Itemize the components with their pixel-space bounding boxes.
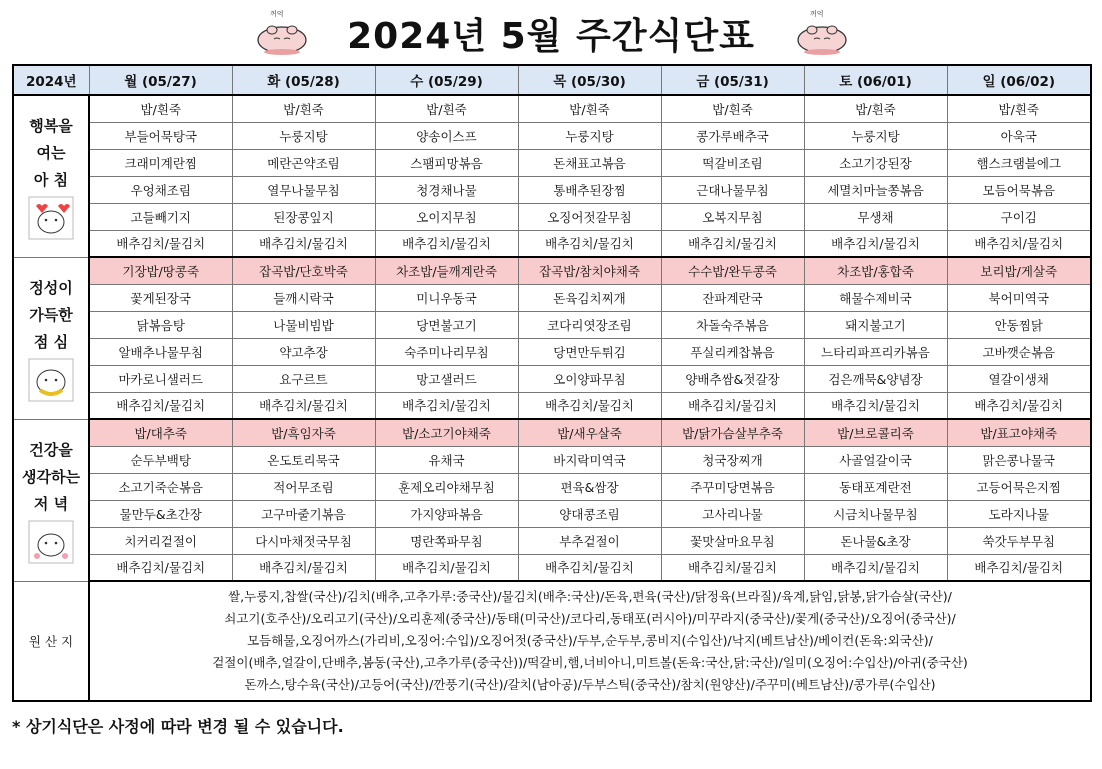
menu-row	[13, 257, 1091, 284]
menu-cell: 적어무조림	[232, 473, 375, 500]
menu-cell: 코다리엿장조림	[518, 311, 661, 338]
menu-cell: 주꾸미당면볶음	[661, 473, 804, 500]
menu-row	[13, 419, 1091, 446]
menu-cell: 밥/표고야채죽	[947, 419, 1091, 446]
meal-label-line: 아 침	[33, 170, 69, 189]
menu-cell: 배추김치/물김치	[661, 392, 804, 419]
menu-cell: 밥/소고기야채죽	[375, 419, 518, 446]
menu-row	[13, 230, 1091, 257]
menu-cell: 오징어젓갈무침	[518, 203, 661, 230]
day-header: 수 (05/29)	[375, 65, 518, 95]
menu-cell: 들깨시락국	[232, 284, 375, 311]
menu-cell: 부들어묵탕국	[89, 122, 232, 149]
menu-cell: 해물수제비국	[804, 284, 947, 311]
menu-cell: 고사리나물	[661, 500, 804, 527]
menu-cell: 기장밥/땅콩죽	[89, 257, 232, 284]
menu-cell: 동태포계란전	[804, 473, 947, 500]
menu-cell: 도라지나물	[947, 500, 1091, 527]
menu-cell: 배추김치/물김치	[947, 554, 1091, 581]
menu-cell: 훈제오리야채무침	[375, 473, 518, 500]
menu-cell: 다시마채젓국무침	[232, 527, 375, 554]
menu-cell: 밥/흰죽	[375, 95, 518, 122]
menu-cell: 청경채나물	[375, 176, 518, 203]
day-header: 목 (05/30)	[518, 65, 661, 95]
menu-cell: 나물비빔밥	[232, 311, 375, 338]
menu-cell: 콩가루배추국	[661, 122, 804, 149]
menu-cell: 배추김치/물김치	[804, 392, 947, 419]
mascot-text: 꺼억	[810, 10, 824, 18]
menu-cell: 맑은콩나물국	[947, 446, 1091, 473]
menu-cell: 북어미역국	[947, 284, 1091, 311]
menu-cell: 밥/대추죽	[89, 419, 232, 446]
menu-cell: 잔파계란국	[661, 284, 804, 311]
menu-cell: 열갈이생채	[947, 365, 1091, 392]
menu-cell: 당면만두튀김	[518, 338, 661, 365]
day-header: 일 (06/02)	[947, 65, 1091, 95]
menu-cell: 밥/흰죽	[947, 95, 1091, 122]
menu-cell: 양배추쌈&젓갈장	[661, 365, 804, 392]
menu-cell: 물만두&초간장	[89, 500, 232, 527]
meal-label-line: 가득한	[29, 305, 73, 324]
menu-cell: 사골얼갈이국	[804, 446, 947, 473]
menu-cell: 배추김치/물김치	[89, 392, 232, 419]
hamster-mascot-icon	[790, 6, 854, 58]
day-header: 금 (05/31)	[661, 65, 804, 95]
menu-cell: 배추김치/물김치	[232, 554, 375, 581]
menu-cell: 유채국	[375, 446, 518, 473]
footnote: * 상기식단은 사정에 따라 변경 될 수 있습니다.	[12, 717, 344, 736]
menu-cell: 통배추된장찜	[518, 176, 661, 203]
menu-cell: 배추김치/물김치	[804, 230, 947, 257]
menu-cell: 누룽지탕	[518, 122, 661, 149]
menu-cell: 배추김치/물김치	[89, 554, 232, 581]
menu-cell: 양대콩조림	[518, 500, 661, 527]
meal-label	[13, 419, 89, 581]
menu-cell: 온도토리묵국	[232, 446, 375, 473]
meal-label-line: 여는	[36, 143, 66, 162]
menu-cell: 시금치나물무침	[804, 500, 947, 527]
day-header: 월 (05/27)	[89, 65, 232, 95]
menu-cell: 크래미계란찜	[89, 149, 232, 176]
menu-cell: 스팸피망볶음	[375, 149, 518, 176]
meal-label-line: 정성이	[29, 278, 73, 297]
menu-row	[13, 446, 1091, 473]
menu-cell: 세멸치마늘쫑볶음	[804, 176, 947, 203]
origin-line: 모듬해물,오징어까스(가리비,오징어:수입)/오징어젓(중국산)/두부,순두부,콩비지(수입산)/낙지(베트남산)/베이컨(돈육:외국산)/	[247, 633, 933, 648]
mascot-text: 꺼억	[270, 10, 284, 18]
menu-cell: 고바깻순볶음	[947, 338, 1091, 365]
menu-cell: 가지양파볶음	[375, 500, 518, 527]
menu-cell: 청국장찌개	[661, 446, 804, 473]
menu-cell: 바지락미역국	[518, 446, 661, 473]
menu-cell: 명란쪽파무침	[375, 527, 518, 554]
menu-cell: 배추김치/물김치	[89, 230, 232, 257]
menu-cell: 소고기강된장	[804, 149, 947, 176]
menu-cell: 밥/닭가슴살부추죽	[661, 419, 804, 446]
menu-row	[13, 149, 1091, 176]
menu-cell: 햄스크램블에그	[947, 149, 1091, 176]
menu-cell: 돼지불고기	[804, 311, 947, 338]
menu-cell: 보리밥/게살죽	[947, 257, 1091, 284]
menu-cell: 돈채표고볶음	[518, 149, 661, 176]
menu-cell: 미니우동국	[375, 284, 518, 311]
hamster-banana-icon	[14, 358, 88, 402]
menu-cell: 요구르트	[232, 365, 375, 392]
menu-cell: 된장콩잎지	[232, 203, 375, 230]
menu-cell: 마카로니샐러드	[89, 365, 232, 392]
menu-cell: 푸실리케찹볶음	[661, 338, 804, 365]
origin-line: 쇠고기(호주산)/오리고기(국산)/오리훈제(중국산)/동태(미국산)/코다리,동태포(러시아)/미꾸라지(중국산)/꽃게(중국산)/오징어(중국산)/	[224, 611, 956, 626]
menu-row	[13, 95, 1091, 122]
menu-cell: 밥/흑임자죽	[232, 419, 375, 446]
menu-row	[13, 311, 1091, 338]
menu-cell: 알배추나물무침	[89, 338, 232, 365]
meal-label-line: 건강을	[29, 440, 73, 459]
menu-cell: 구이김	[947, 203, 1091, 230]
year-header: 2024년	[13, 65, 89, 95]
hamster-heart-icon	[14, 196, 88, 240]
menu-cell: 오이지무침	[375, 203, 518, 230]
menu-cell: 차조밥/들깨계란죽	[375, 257, 518, 284]
title-bar	[0, 0, 1102, 62]
menu-cell: 배추김치/물김치	[804, 554, 947, 581]
menu-cell: 편육&쌈장	[518, 473, 661, 500]
menu-row	[13, 392, 1091, 419]
menu-cell: 밥/새우살죽	[518, 419, 661, 446]
menu-cell: 무생채	[804, 203, 947, 230]
menu-row	[13, 203, 1091, 230]
menu-cell: 밥/브로콜리죽	[804, 419, 947, 446]
meal-label-line: 생각하는	[22, 467, 80, 486]
menu-cell: 망고샐러드	[375, 365, 518, 392]
menu-cell: 밥/흰죽	[804, 95, 947, 122]
menu-cell: 차돌숙주볶음	[661, 311, 804, 338]
menu-cell: 배추김치/물김치	[375, 554, 518, 581]
menu-cell: 떡갈비조림	[661, 149, 804, 176]
menu-cell: 밥/흰죽	[661, 95, 804, 122]
origin-line: 겉절이(배추,얼갈이,단배추,봄동(국산),고추가루(중국산))/떡갈비,햄,너비아니,미트볼(돈육:국산,닭:국산)/일미(오징어:수입산)/아귀(중국산)	[212, 655, 968, 670]
origin-label: 원 산 지	[13, 581, 89, 701]
menu-row	[13, 122, 1091, 149]
menu-cell: 약고추장	[232, 338, 375, 365]
menu-cell: 배추김치/물김치	[661, 230, 804, 257]
origin-row	[13, 581, 1091, 701]
meal-label	[13, 95, 89, 257]
menu-cell: 고등어묵은지찜	[947, 473, 1091, 500]
menu-cell: 당면불고기	[375, 311, 518, 338]
menu-row	[13, 176, 1091, 203]
menu-row	[13, 527, 1091, 554]
menu-cell: 순두부백탕	[89, 446, 232, 473]
menu-cell: 열무나물무침	[232, 176, 375, 203]
menu-cell: 아욱국	[947, 122, 1091, 149]
menu-cell: 안동찜닭	[947, 311, 1091, 338]
menu-cell: 치커리겉절이	[89, 527, 232, 554]
menu-cell: 닭볶음탕	[89, 311, 232, 338]
menu-cell: 오복지무침	[661, 203, 804, 230]
menu-row	[13, 500, 1091, 527]
header-row	[13, 65, 1091, 95]
weekly-menu-table	[12, 64, 1092, 702]
menu-cell: 배추김치/물김치	[232, 230, 375, 257]
menu-cell: 고구마줄기볶음	[232, 500, 375, 527]
menu-cell: 밥/흰죽	[232, 95, 375, 122]
menu-cell: 배추김치/물김치	[518, 230, 661, 257]
origin-line: 쌀,누룽지,찹쌀(국산)/김치(배추,고추가루:중국산)/물김치(배추:국산)/돈육,편육(국산)/닭정육(브라질)/육계,닭임,닭봉,닭가슴살(국산)/	[228, 589, 952, 604]
menu-cell: 누룽지탕	[232, 122, 375, 149]
menu-cell: 차조밥/홍합죽	[804, 257, 947, 284]
menu-cell: 느타리파프리카볶음	[804, 338, 947, 365]
menu-cell: 밥/흰죽	[518, 95, 661, 122]
menu-cell: 근대나물무침	[661, 176, 804, 203]
origin-line: 돈까스,탕수육(국산)/고등어(국산)/깐풍기(국산)/갈치(남아공)/두부스틱(중국산)/참치(원양산)/주꾸미(베트남산)/콩가루(수입산)	[244, 677, 936, 692]
menu-row	[13, 284, 1091, 311]
menu-cell: 꽃게된장국	[89, 284, 232, 311]
menu-row	[13, 473, 1091, 500]
origin-info	[89, 581, 1091, 701]
page-title: 2024년 5월 주간식단표	[347, 16, 755, 57]
menu-cell: 배추김치/물김치	[375, 392, 518, 419]
menu-cell: 밥/흰죽	[89, 95, 232, 122]
menu-row	[13, 365, 1091, 392]
menu-cell: 소고기죽순볶음	[89, 473, 232, 500]
menu-cell: 검은깨묵&양념장	[804, 365, 947, 392]
menu-cell: 메란곤약조림	[232, 149, 375, 176]
menu-cell: 배추김치/물김치	[518, 392, 661, 419]
day-header: 토 (06/01)	[804, 65, 947, 95]
menu-cell: 배추김치/물김치	[518, 554, 661, 581]
menu-cell: 양송이스프	[375, 122, 518, 149]
menu-cell: 배추김치/물김치	[661, 554, 804, 581]
menu-cell: 돈육김치찌개	[518, 284, 661, 311]
menu-cell: 숙주미나리무침	[375, 338, 518, 365]
menu-cell: 잡곡밥/단호박죽	[232, 257, 375, 284]
menu-row	[13, 554, 1091, 581]
menu-cell: 배추김치/물김치	[375, 230, 518, 257]
menu-row	[13, 338, 1091, 365]
day-header: 화 (05/28)	[232, 65, 375, 95]
menu-cell: 고들빼기지	[89, 203, 232, 230]
menu-cell: 오이양파무침	[518, 365, 661, 392]
menu-cell: 수수밥/완두콩죽	[661, 257, 804, 284]
menu-cell: 배추김치/물김치	[947, 392, 1091, 419]
menu-cell: 잡곡밥/참치야채죽	[518, 257, 661, 284]
meal-label-line: 행복을	[29, 116, 73, 135]
menu-cell: 부추겉절이	[518, 527, 661, 554]
meal-label-line: 저 녁	[33, 494, 69, 513]
menu-cell: 쑥갓두부무침	[947, 527, 1091, 554]
menu-cell: 돈나물&초장	[804, 527, 947, 554]
menu-cell: 배추김치/물김치	[947, 230, 1091, 257]
menu-cell: 꽃맛살마요무침	[661, 527, 804, 554]
menu-cell: 배추김치/물김치	[232, 392, 375, 419]
menu-cell: 모듬어묵볶음	[947, 176, 1091, 203]
meal-label	[13, 257, 89, 419]
menu-cell: 우엉채조림	[89, 176, 232, 203]
meal-label-line: 점 심	[33, 332, 69, 351]
menu-cell: 누룽지탕	[804, 122, 947, 149]
hamster-flower-icon	[14, 520, 88, 564]
